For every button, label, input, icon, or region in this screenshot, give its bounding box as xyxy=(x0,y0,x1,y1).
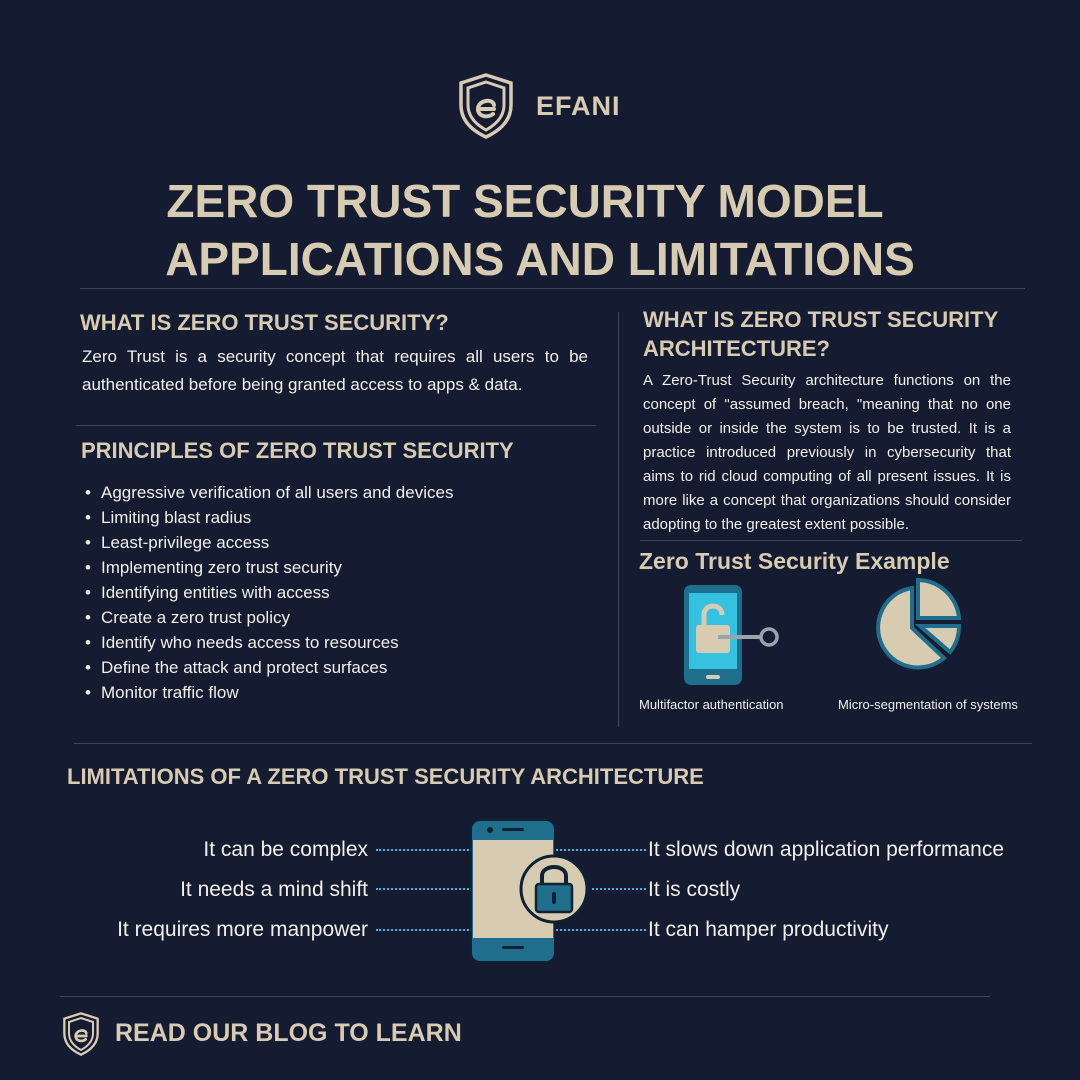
list-item: • Aggressive verification of all users and devices xyxy=(81,480,601,505)
list-item: • Identifying entities with access xyxy=(81,580,601,605)
shield-e-logo-icon xyxy=(62,1012,100,1056)
pie-segments-icon xyxy=(866,578,964,674)
limitations-divider xyxy=(74,743,1032,744)
footer-cta[interactable]: READ OUR BLOG TO LEARN xyxy=(115,1019,462,1047)
brand-logo xyxy=(458,72,638,140)
connector-left-1 xyxy=(376,849,472,851)
list-item: • Implementing zero trust security xyxy=(81,555,601,580)
limitation-left-3: It requires more manpower xyxy=(117,918,368,941)
limitation-right-3: It can hamper productivity xyxy=(648,918,889,941)
title-line-1: ZERO TRUST SECURITY MODEL xyxy=(166,175,884,227)
architecture-body: A Zero-Trust Security architecture functions on the concept of "assumed breach, "meaning that no one outside or inside the system is to be trusted. It is a practice introduced previously in cybersecurity that aims to rid cloud computing of all present issues. It is more like a concept that organizations should consider adopting to the greatest extent possible. xyxy=(643,372,1011,533)
list-item: • Identify who needs access to resources xyxy=(81,630,601,655)
left-divider xyxy=(76,425,596,426)
list-item: • Define the attack and protect surfaces xyxy=(81,655,601,680)
what-is-heading: WHAT IS ZERO TRUST SECURITY? xyxy=(80,310,449,335)
limitation-left-2: It needs a mind shift xyxy=(180,878,368,901)
architecture-heading xyxy=(643,305,998,363)
brand-name: EFANI xyxy=(536,90,621,121)
limitation-right-2: It is costly xyxy=(648,878,741,901)
connector-left-2 xyxy=(376,888,472,890)
principles-list xyxy=(81,480,601,705)
connector-right-2 xyxy=(592,888,646,890)
list-item: • Least-privilege access xyxy=(81,530,601,555)
example-caption-mfa: Multifactor authentication xyxy=(639,697,784,712)
list-item: • Monitor traffic flow xyxy=(81,680,601,705)
phone-unlock-key-icon xyxy=(682,583,782,687)
phone-padlock-icon xyxy=(468,818,592,964)
architecture-heading-line-1: WHAT IS ZERO TRUST SECURITY xyxy=(643,307,999,332)
what-is-body: Zero Trust is a security concept that requires all users to be authenticated before being granted access to apps & data. xyxy=(82,347,588,394)
architecture-heading-line-2: ARCHITECTURE? xyxy=(643,336,830,361)
list-item: • Create a zero trust policy xyxy=(81,605,601,630)
connector-left-3 xyxy=(376,929,472,931)
right-divider xyxy=(640,540,1022,541)
example-caption-segmentation: Micro-segmentation of systems xyxy=(838,697,1018,712)
title-line-2: APPLICATIONS AND LIMITATIONS xyxy=(165,233,915,285)
title-divider xyxy=(80,288,1025,289)
footer-divider xyxy=(60,996,990,997)
example-heading: Zero Trust Security Example xyxy=(639,548,950,574)
page-title xyxy=(0,172,1080,288)
list-item: • Limiting blast radius xyxy=(81,505,601,530)
limitations-heading: LIMITATIONS OF A ZERO TRUST SECURITY ARCHITECTURE xyxy=(67,764,704,789)
principles-heading: PRINCIPLES OF ZERO TRUST SECURITY xyxy=(81,438,514,463)
column-divider xyxy=(618,312,619,727)
limitation-right-1: It slows down application performance xyxy=(648,838,1005,861)
limitation-left-1: It can be complex xyxy=(203,838,368,861)
shield-e-logo-icon xyxy=(458,73,514,139)
